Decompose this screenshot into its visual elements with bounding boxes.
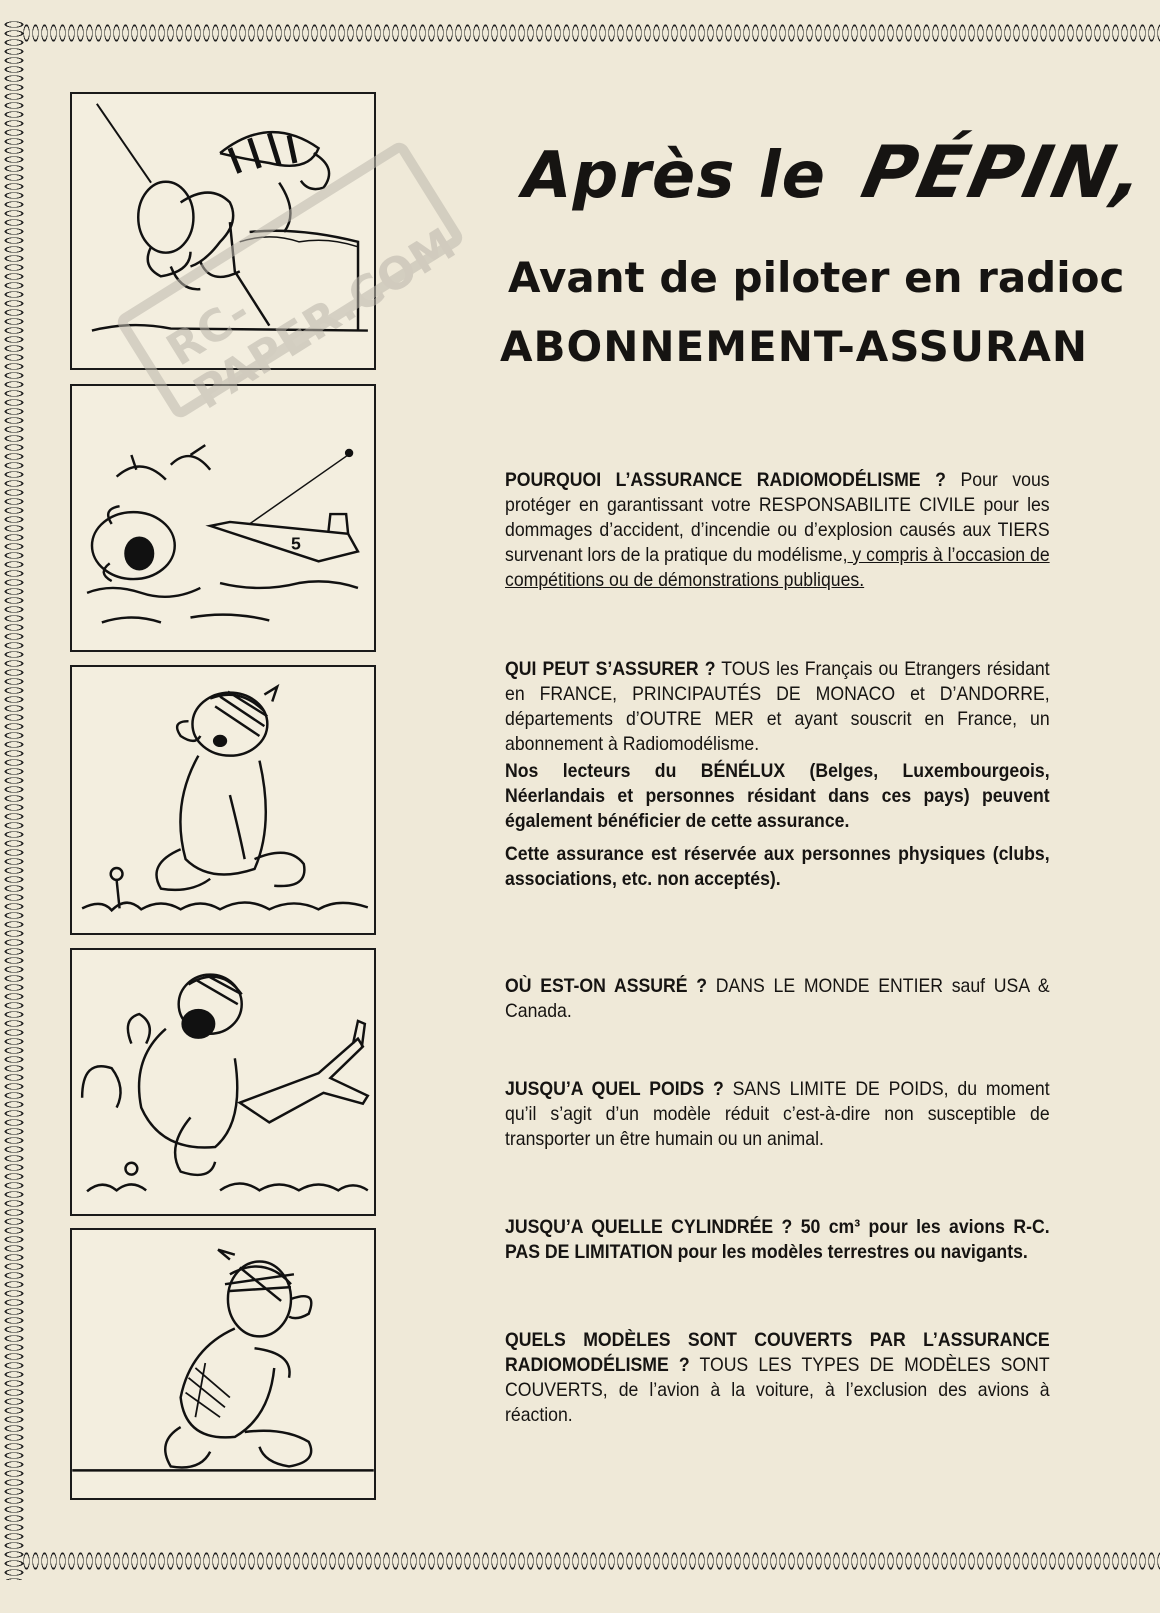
section-ou: [505, 974, 1050, 1024]
section-text: TOUS les Français ou Etrangers résidant en FRANCE, PRINCIPAUTÉS DE MONACO et D’ANDORRE, départements d’OUTRE MER et ayant souscrit en France, un abonnement à Radiomodélisme.: [505, 659, 1050, 755]
section-qui: [505, 657, 1050, 892]
section-pourquoi: [505, 468, 1050, 593]
spiral-border-top: [22, 20, 1160, 46]
section-text: SANS LIMITE DE POIDS, du moment qu’il s’agit d’un modèle réduit c’est-à-dire non susceptible de transporter un être humain ou un animal.: [505, 1079, 1050, 1150]
section-text: 50 cm³ pour les avions R-C. PAS DE LIMITATION pour les modèles terrestres ou navigants.: [505, 1217, 1050, 1263]
section-modeles: [505, 1328, 1050, 1428]
section-poids: [505, 1077, 1050, 1152]
section-benelux-note: Nos lecteurs du BÉNÉLUX (Belges, Luxembourgeois, Néerlandais et personnes résidant dans ces pays) peuvent également bénéficier de cette assurance.: [505, 761, 1050, 832]
section-question: JUSQU’A QUEL POIDS ?: [505, 1079, 724, 1100]
section-text: Pour vous protéger en garantissant votre RESPONSABILITE CIVILE pour les dommages d’accident, d’incendie ou d’explosion causés aux TIERS survenant lors de la pratique du modélisme,: [505, 470, 1050, 566]
comic-panel-bandaged: [70, 665, 376, 935]
section-cylindree: [505, 1215, 1050, 1265]
section-question: JUSQU’A QUELLE CYLINDRÉE ?: [505, 1217, 793, 1238]
spiral-border-left: [0, 20, 28, 1580]
page-subheadline: Avant de piloter en radioc: [508, 253, 1125, 302]
headline-brand: PÉPIN,: [855, 130, 1155, 214]
section-question: QUI PEUT S’ASSURER ?: [505, 659, 716, 680]
section-question: POURQUOI L’ASSURANCE RADIOMODÉLISME ?: [505, 470, 946, 491]
headline-prefix: Après le: [522, 139, 827, 213]
page-headline: [522, 130, 1155, 214]
section-question: OÙ EST-ON ASSURÉ ?: [505, 976, 708, 997]
comic-panel-plane: [70, 948, 376, 1216]
section-restriction-note: Cette assurance est réservée aux personnes physiques (clubs, associations, etc. non acceptés).: [505, 844, 1050, 890]
injured-walker-illustration: [72, 1230, 374, 1498]
section-text: DANS LE MONDE ENTIER sauf USA & Canada.: [505, 976, 1050, 1022]
page-subheadline-2: ABONNEMENT-ASSURAN: [500, 322, 1088, 371]
section-underlined-text: y compris à l’occasion de compétitions ou de démonstrations publiques.: [505, 545, 1050, 591]
bandaged-head-illustration: [72, 667, 374, 933]
boat-number: 5: [290, 533, 301, 554]
comic-panel-walking: [70, 1228, 376, 1500]
section-text: TOUS LES TYPES DE MODÈLES SONT COUVERTS, de l’avion à la voiture, à l’exclusion des avions à réaction.: [505, 1355, 1050, 1426]
spiral-border-bottom: [22, 1548, 1160, 1574]
watermark-text: RC-PAPER.COM: [158, 218, 466, 420]
section-question: QUELS MODÈLES SONT COUVERTS PAR L’ASSURANCE RADIOMODÉLISME ?: [505, 1330, 1050, 1376]
plane-crash-illustration: [72, 950, 374, 1214]
